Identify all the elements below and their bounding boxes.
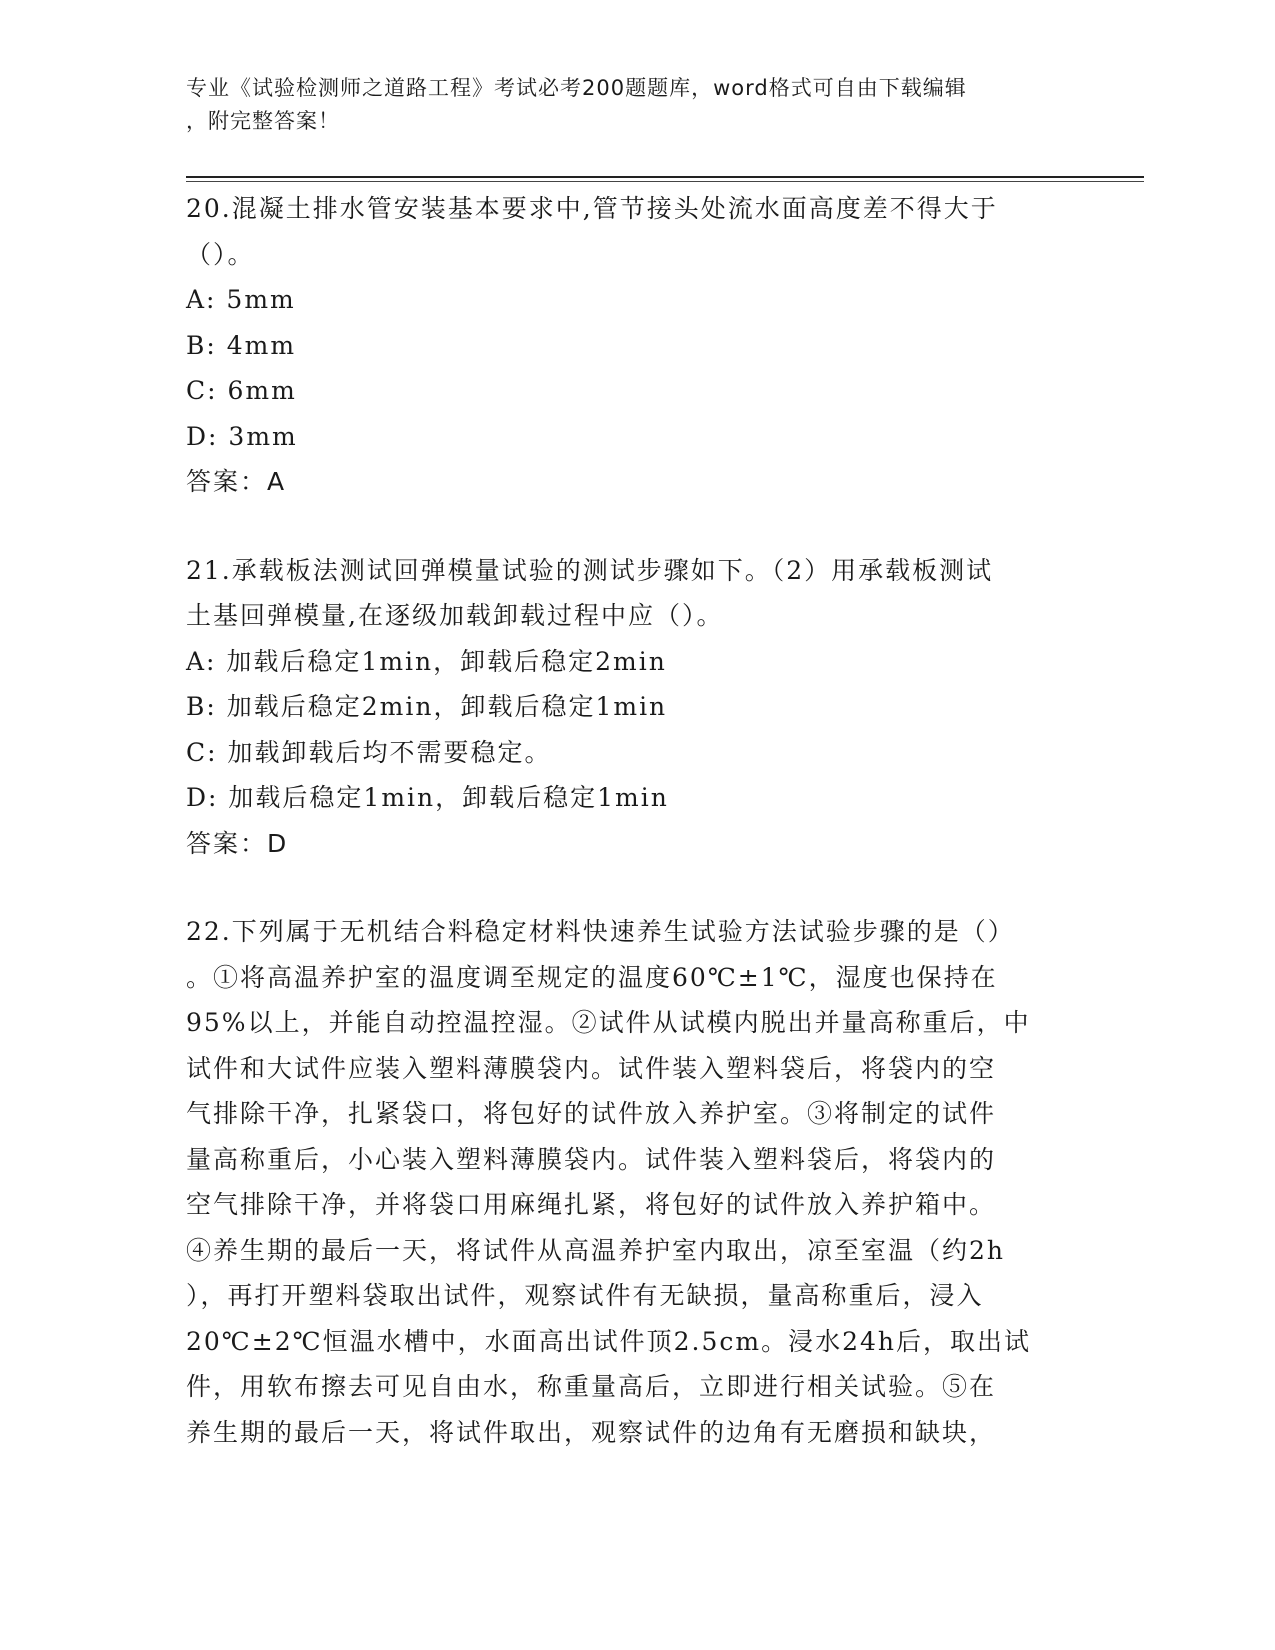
question-stem: 养生期的最后一天，将试件取出，观察试件的边角有无磨损和缺块， xyxy=(186,1417,997,1447)
question-item xyxy=(186,548,1086,867)
question-stem: 95%以上，并能自动控温控湿。②试件从试模内脱出并量高称重后，中 xyxy=(186,1008,1031,1037)
option-a: A: 加载后稳定1min，卸载后稳定2min xyxy=(186,646,667,676)
option-a: A: 5mm xyxy=(186,285,296,314)
option-c: C: 6mm xyxy=(186,376,297,405)
question-stem: 20℃±2℃恒温水槽中，水面高出试件顶2.5cm。浸水24h后，取出试 xyxy=(186,1326,1031,1356)
option-b: B: 加载后稳定2min，卸载后稳定1min xyxy=(186,692,668,721)
question-stem: 试件和大试件应装入塑料薄膜袋内。试件装入塑料袋后，将袋内的空 xyxy=(186,1053,997,1083)
question-stem: 21.承载板法测试回弹模量试验的测试步骤如下。（2）用承载板测试 xyxy=(186,555,994,585)
header-divider-thin xyxy=(186,181,1144,182)
question-stem: 20.混凝土排水管安装基本要求中,管节接头处流水面高度差不得大于 xyxy=(186,194,998,223)
question-list xyxy=(186,186,1086,1455)
question-spacer xyxy=(186,505,1086,548)
question-stem: 22.下列属于无机结合料稳定材料快速养生试验方法试验步骤的是（） xyxy=(186,917,1015,946)
question-stem: 气排除干净，扎紧袋口，将包好的试件放入养护室。③将制定的试件 xyxy=(186,1099,997,1128)
page-header xyxy=(186,72,1066,138)
header-line: 专业《试验检测师之道路工程》考试必考200题题库，word格式可自由下载编辑 xyxy=(186,76,967,100)
question-stem: ），再打开塑料袋取出试件，观察试件有无缺损，量高称重后，浸入 xyxy=(186,1281,984,1310)
option-c: C: 加载卸载后均不需要稳定。 xyxy=(186,737,552,767)
question-stem: ④养生期的最后一天，将试件从高温养护室内取出，凉至室温（约2h xyxy=(186,1235,1006,1265)
question-stem: 土基回弹模量,在逐级加载卸载过程中应（）。 xyxy=(186,601,724,630)
question-stem: （）。 xyxy=(186,239,255,269)
answer-line: 答案：D xyxy=(186,828,289,858)
question-item xyxy=(186,909,1086,1455)
question-stem: 。①将高温养护室的温度调至规定的温度60℃±1℃，湿度也保持在 xyxy=(186,962,998,992)
option-d: D: 加载后稳定1min，卸载后稳定1min xyxy=(186,783,669,812)
header-divider xyxy=(186,176,1144,178)
header-line: ，附完整答案！ xyxy=(186,109,340,133)
question-spacer xyxy=(186,866,1086,909)
question-stem: 空气排除干净，并将袋口用麻绳扎紧，将包好的试件放入养护箱中。 xyxy=(186,1190,997,1219)
question-stem: 件，用软布擦去可见自由水，称重量高后，立即进行相关试验。⑤在 xyxy=(186,1372,997,1401)
question-item xyxy=(186,186,1086,505)
answer-line: 答案：A xyxy=(186,467,287,496)
question-stem: 量高称重后，小心装入塑料薄膜袋内。试件装入塑料袋后，将袋内的 xyxy=(186,1144,997,1174)
option-d: D: 3mm xyxy=(186,421,298,451)
option-b: B: 4mm xyxy=(186,330,297,360)
